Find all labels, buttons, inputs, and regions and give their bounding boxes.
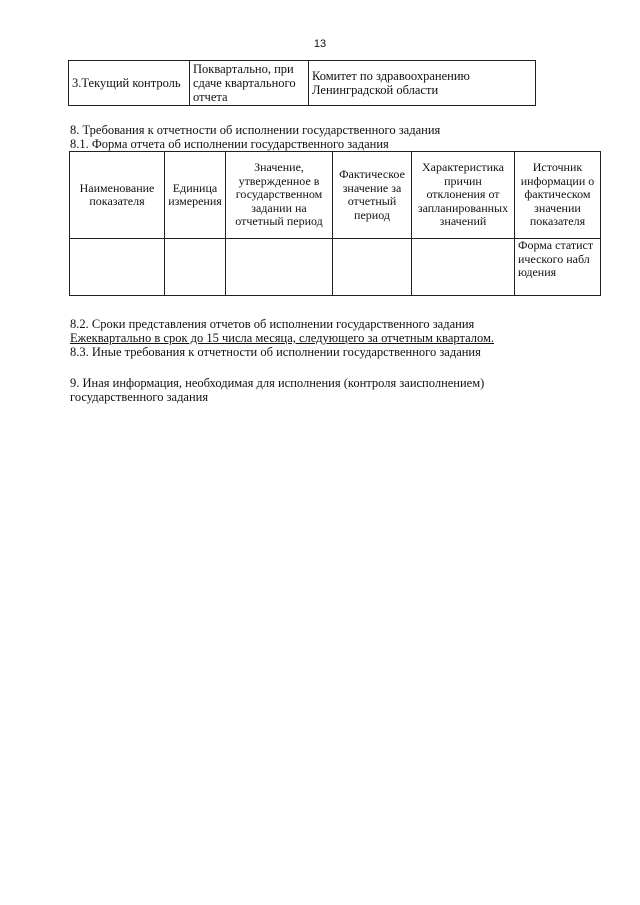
control-table	[68, 60, 536, 106]
table-row	[70, 239, 601, 296]
cell-deviation-reasons	[412, 239, 515, 296]
control-authority-cell: Комитет по здравоохранению Ленинградской области	[309, 61, 536, 106]
header-information-source: Источник информации о фактическом значении показателя	[515, 152, 601, 239]
cell-indicator-name	[70, 239, 165, 296]
section-8-heading: 8. Требования к отчетности об исполнении государственного задания	[70, 123, 441, 137]
cell-actual-value	[333, 239, 412, 296]
cell-approved-value	[226, 239, 333, 296]
cell-unit	[165, 239, 226, 296]
table-header-row	[70, 152, 601, 239]
section-9-line-2: государственного задания	[70, 390, 209, 404]
section-8-1-heading: 8.1. Форма отчета об исполнении государственного задания	[70, 137, 389, 151]
header-approved-value: Значение, утвержденное в государственном задании на отчетный период	[226, 152, 333, 239]
report-form-table	[69, 151, 601, 296]
control-frequency-cell: Поквартально, при сдаче квартального отчета	[190, 61, 309, 106]
page-number: 13	[313, 38, 327, 50]
cell-information-source: Форма статистического наблюдения	[515, 239, 601, 296]
table-row	[69, 61, 536, 106]
control-form-cell: 3.Текущий контроль	[69, 61, 190, 106]
header-actual-value: Фактическое значение за отчетный период	[333, 152, 412, 239]
section-8-2-value: Ежеквартально в срок до 15 числа месяца, следующего за отчетным кварталом.	[70, 331, 495, 345]
header-indicator-name: Наименование показателя	[70, 152, 165, 239]
section-8-2-heading: 8.2. Сроки представления отчетов об исполнении государственного задания	[70, 317, 475, 331]
header-deviation-reasons: Характеристика причин отклонения от запланированных значений	[412, 152, 515, 239]
section-8-3-heading: 8.3. Иные требования к отчетности об исполнении государственного задания	[70, 345, 481, 359]
header-unit: Единица измерения	[165, 152, 226, 239]
section-9-line-1: 9. Иная информация, необходимая для исполнения (контроля заисполнением)	[70, 376, 485, 390]
